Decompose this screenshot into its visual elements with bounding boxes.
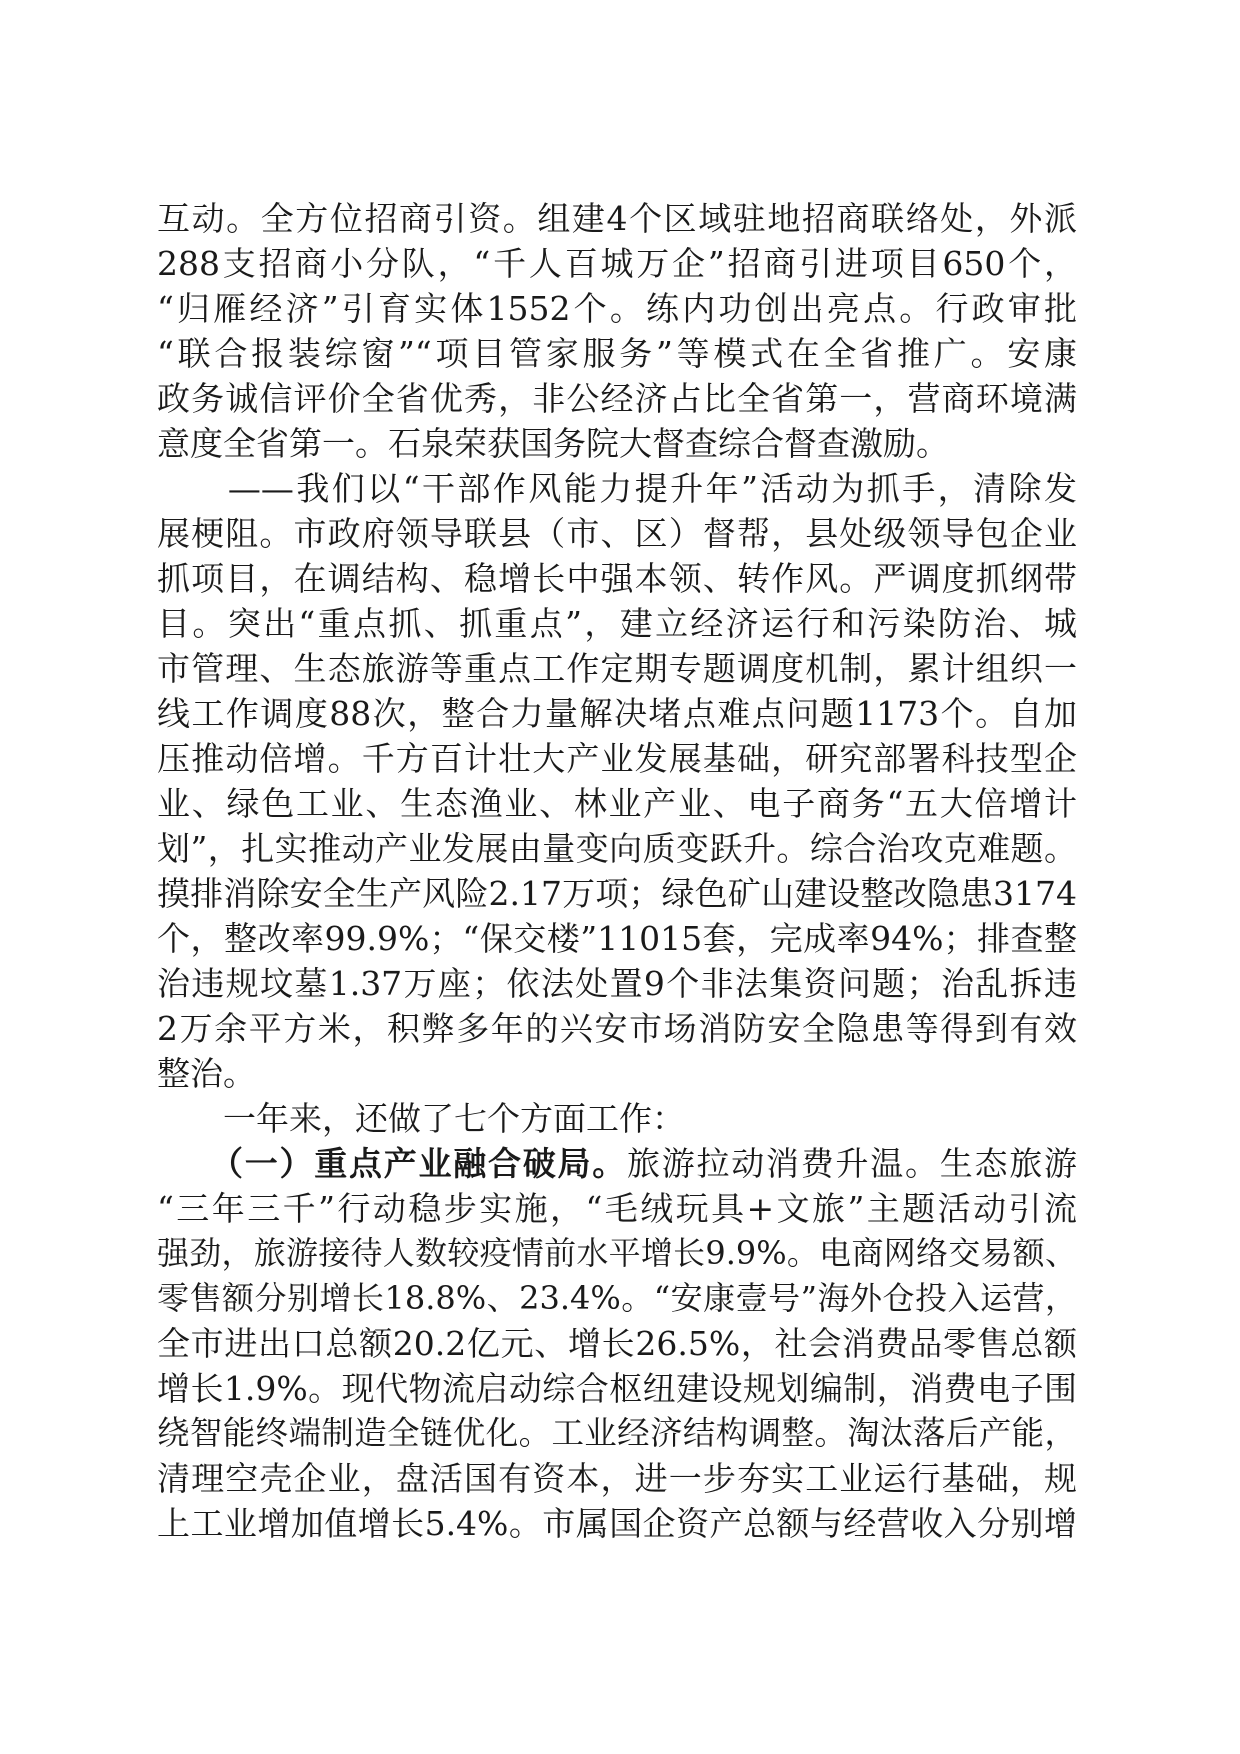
text-line (157, 1186, 1077, 1231)
text-line-content: 摸排消除安全生产风险2.17万项；绿色矿山建设整改隐患3174 (157, 874, 1077, 913)
text-line-content: 288支招商小分队，“千人百城万企”招商引进项目650个， (157, 244, 1077, 283)
text-line-content: 零售额分别增长18.8%、23.4%。“安康壹号”海外仓投入运营， (157, 1279, 1077, 1317)
text-line (157, 601, 1077, 646)
text-line-content: 压推动倍增。千方百计壮大产业发展基础，研究部署科技型企 (157, 739, 1077, 778)
text-line (157, 1276, 1077, 1321)
text-line (157, 1096, 1077, 1141)
text-line (157, 331, 1077, 376)
text-line-content: “联合报装综窗”“项目管家服务”等模式在全省推广。安康 (157, 334, 1077, 373)
text-line-content: 目。突出“重点抓、抓重点”，建立经济运行和污染防治、城 (157, 604, 1077, 643)
text-line (157, 1141, 1077, 1186)
text-line (157, 1321, 1077, 1366)
text-line (157, 376, 1077, 421)
text-line (157, 961, 1077, 1006)
text-line-content: 整治。 (157, 1054, 256, 1093)
text-line-content: 旅游拉动消费升温。生态旅游 (627, 1144, 1077, 1183)
text-line-content: 业、绿色工业、生态渔业、林业产业、电子商务“五大倍增计 (157, 784, 1077, 823)
text-line (157, 466, 1077, 511)
text-line-content: 意度全省第一。石泉荣获国务院大督查综合督查激励。 (157, 424, 949, 463)
text-line (157, 1456, 1077, 1501)
text-line-content: “归雁经济”引育实体1552个。练内功创出亮点。行政审批 (157, 289, 1077, 328)
text-line (157, 691, 1077, 736)
text-line (157, 916, 1077, 961)
text-line-content: 市管理、生态旅游等重点工作定期专题调度机制，累计组织一 (157, 649, 1077, 688)
text-line (157, 1231, 1077, 1276)
text-line (157, 1501, 1077, 1546)
text-line-content: 增长1.9%。现代物流启动综合枢纽建设规划编制，消费电子围 (157, 1369, 1077, 1408)
text-line-content: 线工作调度88次，整合力量解决堵点难点问题1173个。自加 (157, 694, 1077, 733)
text-line-content: 绕智能终端制造全链优化。工业经济结构调整。淘汰落后产能， (157, 1414, 1077, 1452)
text-line (157, 241, 1077, 286)
text-line-content: 抓项目，在调结构、稳增长中强本领、转作风。严调度抓纲带 (157, 559, 1077, 598)
text-line-content: 全市进出口总额20.2亿元、增长26.5%，社会消费品零售总额 (157, 1324, 1077, 1363)
text-line (157, 871, 1077, 916)
text-line (157, 1366, 1077, 1411)
text-line (157, 286, 1077, 331)
text-line (157, 1051, 1077, 1096)
text-line (157, 421, 1077, 466)
text-line-content: 个，整改率99.9%；“保交楼”11015套，完成率94%；排查整 (157, 919, 1077, 958)
text-line (157, 1411, 1077, 1456)
text-line (157, 196, 1077, 241)
text-line-content: 展梗阻。市政府领导联县（市、区）督帮，县处级领导包企业 (157, 514, 1077, 553)
text-line-content: 强劲，旅游接待人数较疫情前水平增长9.9%。电商网络交易额、 (157, 1234, 1077, 1272)
text-line (157, 736, 1077, 781)
text-line (157, 1006, 1077, 1051)
text-line-content: 上工业增加值增长5.4%。市属国企资产总额与经营收入分别增 (157, 1504, 1077, 1543)
section-heading: （一）重点产业融合破局。 (157, 1144, 627, 1183)
text-line-content: 治违规坟墓1.37万座；依法处置9个非法集资问题；治乱拆违 (157, 964, 1077, 1003)
document-body (157, 196, 1077, 1546)
text-line (157, 826, 1077, 871)
text-line-content: 一年来，还做了七个方面工作： (157, 1099, 685, 1138)
text-line-content: 划”，扎实推动产业发展由量变向质变跃升。综合治攻克难题。 (157, 829, 1077, 868)
text-line-content: “三年三千”行动稳步实施，“毛绒玩具+文旅”主题活动引流 (157, 1189, 1077, 1228)
text-line-content: ——我们以“干部作风能力提升年”活动为抓手，清除发 (157, 469, 1077, 508)
text-line-content: 政务诚信评价全省优秀，非公经济占比全省第一，营商环境满 (157, 379, 1077, 418)
text-line-content: 清理空壳企业，盘活国有资本，进一步夯实工业运行基础，规 (157, 1459, 1077, 1498)
text-line (157, 556, 1077, 601)
text-line (157, 511, 1077, 556)
text-line-content: 互动。全方位招商引资。组建4个区域驻地招商联络处，外派 (157, 199, 1077, 238)
text-line-content: 2万余平方米，积弊多年的兴安市场消防安全隐患等得到有效 (157, 1009, 1077, 1048)
text-line (157, 646, 1077, 691)
text-line (157, 781, 1077, 826)
